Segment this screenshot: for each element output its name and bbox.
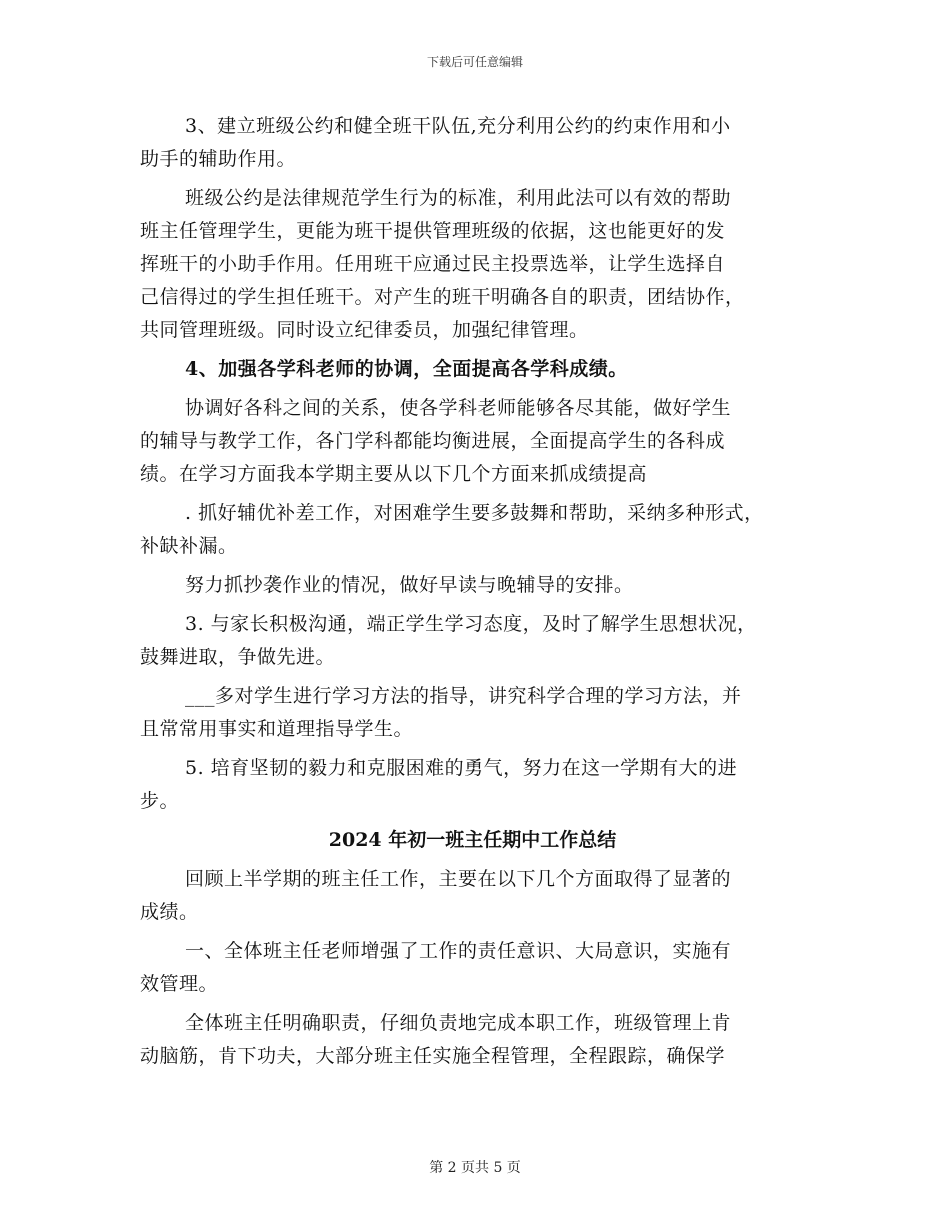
paragraph-8 [140,680,805,746]
text-line: 共同管理班级。同时设立纪律委员，加强纪律管理。 [140,319,589,341]
text-line: 的辅导与教学工作，各门学科都能均衡进展，全面提高学生的各科成 [140,430,726,452]
paragraph-1 [140,110,805,176]
paragraph-5 [140,497,805,563]
paragraph-9 [140,752,805,818]
text-line: 成绩。 [140,901,199,923]
paragraph-4 [140,392,805,491]
document-body [140,110,805,1073]
text-line: 己信得过的学生担任班干。对产生的班干明确各自的职责，团结协作， [140,286,745,308]
paragraph-summary-3 [140,1007,805,1073]
paragraph-2 [140,182,805,347]
paragraph-summary-2 [140,935,805,1001]
text-line: 3. 与家长积极沟通，端正学生学习态度，及时了解学生思想状况， [185,613,757,635]
text-line: 步。 [140,790,180,812]
paragraph-7 [140,608,805,674]
text-line: 鼓舞进取，争做先进。 [140,646,336,668]
page-header: 下载后可任意编辑 [426,55,523,69]
text-line: 且常常用事实和道理指导学生。 [140,718,414,740]
text-line: 动脑筋，肯下功夫，大部分班主任实施全程管理，全程跟踪，确保学 [140,1045,726,1067]
text-line: 全体班主任明确职责，仔细负责地完成本职工作，班级管理上肯 [185,1012,732,1034]
text-line: 努力抓抄袭作业的情况，做好早读与晚辅导的安排。 [185,574,634,596]
text-line: 回顾上半学期的班主任工作，主要在以下几个方面取得了显著的 [185,868,732,890]
page-footer: 第 2 页共 5 页 [429,1160,521,1176]
paragraph-summary-1 [140,863,805,929]
text-line: 一、全体班主任老师增强了工作的责任意识、大局意识，实施有 [185,940,732,962]
text-line: 绩。在学习方面我本学期主要从以下几个方面来抓成绩提高 [140,463,648,485]
text-line: 协调好各科之间的关系，使各学科老师能够各尽其能，做好学生 [185,397,732,419]
text-line: 4、加强各学科老师的协调，全面提高各学科成绩。 [185,358,628,380]
text-line: 补缺补漏。 [140,535,238,557]
text-line: 挥班干的小助手作用。任用班干应通过民主投票选举，让学生选择自 [140,253,726,275]
text-line: 助手的辅助作用。 [140,148,297,170]
paragraph-6 [140,569,805,602]
text-line: 班主任管理学生，更能为班干提供管理班级的依据，这也能更好的发 [140,220,726,242]
text-line: ___多对学生进行学习方法的指导，讲究科学合理的学习方法，并 [185,685,742,707]
text-line: 班级公约是法律规范学生行为的标准，利用此法可以有效的帮助 [185,187,732,209]
paragraph-heading-4 [140,353,805,386]
text-line: 3、建立班级公约和健全班干队伍,充分利用公约的约束作用和小 [185,115,731,137]
text-line: . 抓好辅优补差工作，对困难学生要多鼓舞和帮助，采纳多种形式， [185,502,764,524]
text-line: 效管理。 [140,973,219,995]
text-line: 5. 培育坚韧的毅力和克服困难的勇气，努力在这一学期有大的进 [185,757,738,779]
section-title: 2024 年初一班主任期中工作总结 [328,829,617,851]
